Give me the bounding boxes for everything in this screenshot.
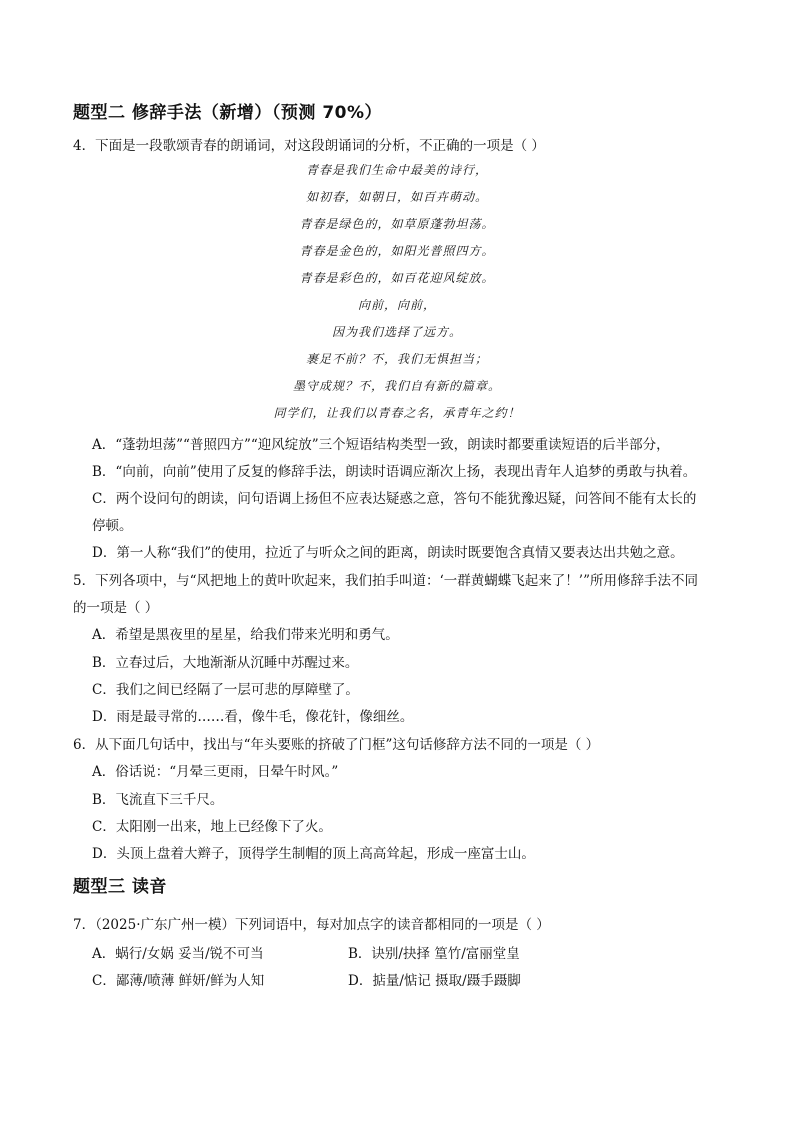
section2-title: 题型二 修辞手法（新增）（预测 70%） [73,103,383,123]
q7-stem: 7．（2025·广东广州一模）下列词语中，每对加点字的读音都相同的一项是（ ） [73,917,550,933]
q5-option-d: D．雨是最寻常的……看，像牛毛，像花针，像细丝。 [92,709,414,725]
poem-line: 因为我们选择了远方。 [331,325,462,339]
q5-option-c: C．我们之间已经隔了一层可悲的厚障壁了。 [92,682,359,698]
poem-line: 如初春，如朝日，如百卉萌动。 [305,190,488,204]
q7-option-a: A．蜗行/女娲 妥当/锐不可当 [92,946,264,962]
q6-option-c: C．太阳刚一出来，地上已经像下了火。 [92,819,332,835]
poem-line: 青春是金色的，如阳光普照四方。 [299,244,495,258]
section3-title: 题型三 读音 [73,877,167,897]
q4-option-d: D．第一人称“我们”的使用，拉近了与听众之间的距离，朗读时既要饱含真情又要表达出共勉之意。 [92,545,684,561]
poem-line: 青春是绿色的，如草原蓬勃坦荡。 [299,217,495,231]
q6-option-d: D．头顶上盘着大辫子，顶得学生制帽的顶上高高耸起，形成一座富士山。 [92,846,535,862]
q7-option-c: C．鄙薄/喷薄 鲜妍/鲜为人知 [92,973,265,989]
q4-stem: 4．下面是一段歌颂青春的朗诵词，对这段朗诵词的分析，不正确的一项是（ ） [73,138,545,154]
q6-option-a: A．俗话说：“月晕三更雨，日晕午时风。” [92,764,339,780]
q4-option-b: B．“向前，向前”使用了反复的修辞手法，朗读时语调应渐次上扬，表现出青年人追梦的勇敢与执着。 [92,464,697,480]
q5-option-a: A．希望是黑夜里的星星，给我们带来光明和勇气。 [92,627,399,643]
q5-option-b: B．立春过后，大地渐渐从沉睡中苏醒过来。 [92,655,359,671]
poem-line: 青春是彩色的，如百花迎风绽放。 [299,271,495,285]
q4-option-c: C．两个设问句的朗读，问句语调上扬但不应表达疑惑之意，答句不能犹豫迟疑，问答间不能有太长的 [92,491,697,507]
q5-stem: 5．下列各项中，与“风把地上的黄叶吹起来，我们拍手叫道：‘一群黄蝴蝶飞起来了！’”所用修辞手法不同 [73,573,698,589]
poem-line: 墨守成规？不，我们自有新的篇章。 [292,379,501,393]
q7-option-d: D．掂量/惦记 摄取/蹑手蹑脚 [348,973,521,989]
poem-line: 青春是我们生命中最美的诗行， [305,163,488,177]
q6-stem: 6．从下面几句话中，找出与“年头要账的挤破了门框”这句话修辞方法不同的一项是（ ） [73,737,600,753]
q4-option-a: A．“蓬勃坦荡”“普照四方”“迎风绽放”三个短语结构类型一致，朗读时都要重读短语的后半部分， [92,437,670,453]
q5-stem-cont: 的一项是（ ） [73,600,159,616]
poem-line: 向前，向前， [357,298,436,312]
poem-line: 同学们，让我们以青春之名，承青年之约！ [273,406,521,420]
q7-option-b: B．诀别/抉择 篁竹/富丽堂皇 [348,946,520,962]
q6-option-b: B．飞流直下三千尺。 [92,792,224,808]
q4-option-c-cont: 停顿。 [92,518,133,534]
poem-line: 裹足不前？不，我们无惧担当； [305,352,488,366]
